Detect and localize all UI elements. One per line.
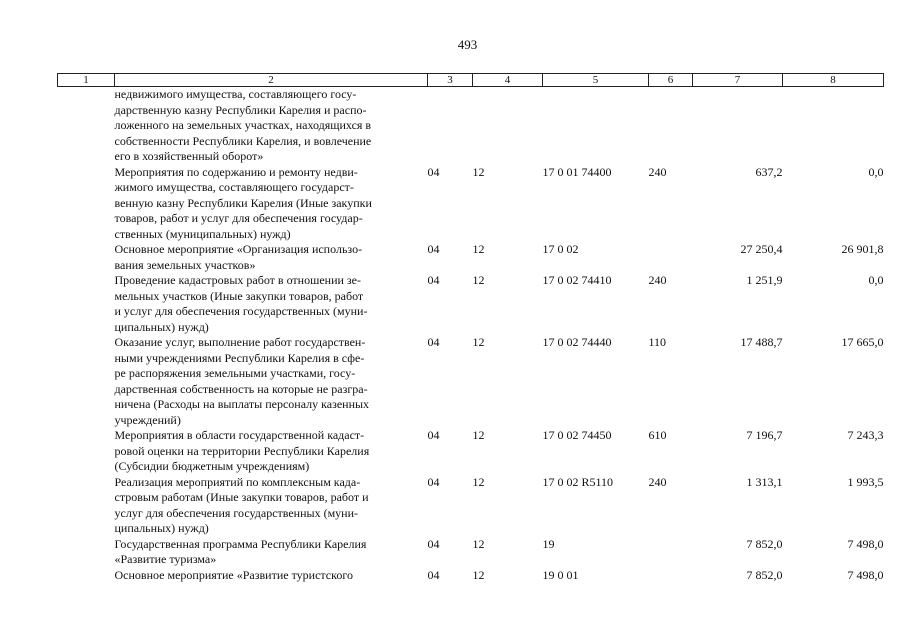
- expense-type-cell: 240: [648, 474, 667, 489]
- item-name-cell: Основное мероприятие «Организация использо- вания земельных участков»: [114, 242, 363, 272]
- subsection-cell: 12: [472, 428, 485, 442]
- amount-year2-cell: [783, 87, 884, 165]
- expense-type-cell: [649, 568, 693, 584]
- table-row: [58, 242, 884, 273]
- row-number-cell: [58, 87, 115, 165]
- budget-table: [57, 73, 884, 583]
- target-article-cell: 17 0 02 74410: [542, 273, 612, 287]
- expense-type-cell: 610: [648, 428, 667, 442]
- section-cell: 04: [427, 536, 440, 551]
- item-name-cell: Мероприятия по содержанию и ремонту недви- жимого имущества, составляющего государст- венную казну Республики Карелия (Иные закупки товаров, работ и услуг для обеспечения государ- ственных (муниципальных) нужд): [114, 164, 372, 241]
- expense-type-cell: [649, 87, 693, 165]
- column-header: 2: [115, 74, 428, 87]
- row-number-cell: [58, 273, 115, 335]
- table-row: [58, 87, 884, 165]
- section-cell: 04: [427, 164, 440, 179]
- section-cell: 04: [427, 428, 440, 442]
- subsection-cell: 12: [472, 474, 485, 489]
- expense-type-cell: [649, 537, 693, 568]
- target-article-cell: 17 0 02 74450: [542, 428, 612, 442]
- expense-type-cell: 240: [648, 164, 667, 179]
- row-number-cell: [58, 335, 115, 428]
- amount-year1-cell: 7 852,0: [746, 536, 783, 551]
- table-row: [58, 428, 884, 475]
- item-name-cell: Государственная программа Республики Карелия «Развитие туризма»: [114, 536, 367, 566]
- expense-type-cell: 110: [648, 335, 667, 349]
- table-row: [58, 273, 884, 335]
- section-cell: 04: [427, 567, 440, 582]
- amount-year1-cell: 27 250,4: [740, 242, 783, 256]
- amount-year2-cell: 1 993,5: [847, 474, 884, 489]
- subsection-cell: 12: [472, 335, 485, 349]
- subsection-cell: 12: [472, 567, 485, 582]
- subsection-cell: 12: [472, 242, 485, 256]
- table-row: [58, 165, 884, 243]
- amount-year1-cell: [693, 87, 783, 165]
- section-cell: 04: [427, 474, 440, 489]
- column-number-header-row: [58, 74, 884, 87]
- table-body: [58, 87, 884, 584]
- section-cell: [428, 87, 473, 165]
- subsection-cell: 12: [472, 164, 485, 179]
- item-name-cell: недвижимого имущества, составляющего госу- дарственную казну Республики Карелия и распо- ложенного на земельных участках, находящихся в собственности Республики Карелия, и вовлечение его в хозяйственный оборот»: [114, 87, 372, 163]
- column-header: 5: [543, 74, 649, 87]
- target-article-cell: 17 0 01 74400: [542, 164, 612, 179]
- item-name-cell: Оказание услуг, выполнение работ государствен- ными учреждениями Республики Карелия в сфе- ре распоряжения земельными участками, госу- дарственная собственность на которые не разгра- ничена (Расходы на выплаты персоналу казенных учреждений): [114, 335, 370, 427]
- expense-type-cell: 240: [648, 273, 667, 287]
- target-article-cell: 19 0 01: [542, 567, 579, 582]
- column-header: 3: [428, 74, 473, 87]
- amount-year2-cell: 7 498,0: [847, 567, 884, 582]
- section-cell: 04: [427, 242, 440, 256]
- column-header: 4: [473, 74, 543, 87]
- column-header: 8: [783, 74, 884, 87]
- subsection-cell: [473, 87, 543, 165]
- amount-year1-cell: 17 488,7: [740, 335, 783, 349]
- target-article-cell: 17 0 02 R5110: [542, 474, 614, 489]
- table-row: [58, 537, 884, 568]
- subsection-cell: 12: [472, 273, 485, 287]
- target-article-cell: 17 0 02 74440: [542, 335, 612, 349]
- row-number-cell: [58, 242, 115, 273]
- amount-year2-cell: 0,0: [868, 164, 884, 179]
- amount-year2-cell: 7 243,3: [847, 428, 884, 442]
- amount-year2-cell: 0,0: [868, 273, 884, 287]
- row-number-cell: [58, 568, 115, 584]
- row-number-cell: [58, 165, 115, 243]
- page-number: 493: [457, 37, 478, 52]
- target-article-cell: [543, 87, 649, 165]
- column-header: 1: [58, 74, 115, 87]
- amount-year1-cell: 1 313,1: [746, 474, 783, 489]
- table-row: [58, 475, 884, 537]
- target-article-cell: 17 0 02: [542, 242, 579, 256]
- row-number-cell: [58, 537, 115, 568]
- row-number-cell: [58, 475, 115, 537]
- amount-year1-cell: 7 852,0: [746, 567, 783, 582]
- column-header: 6: [649, 74, 693, 87]
- expense-type-cell: [649, 242, 693, 273]
- row-number-cell: [58, 428, 115, 475]
- amount-year2-cell: 7 498,0: [847, 536, 884, 551]
- amount-year1-cell: 1 251,9: [746, 273, 783, 287]
- section-cell: 04: [427, 335, 440, 349]
- amount-year1-cell: 637,2: [755, 164, 783, 179]
- column-header: 7: [693, 74, 783, 87]
- table-row: [58, 335, 884, 428]
- item-name-cell: Реализация мероприятий по комплексным када- стровым работам (Иные закупки товаров, работ и услуг для обеспечения государственных (муни- ципальных) нужд): [114, 474, 369, 535]
- subsection-cell: 12: [472, 536, 485, 551]
- item-name-cell: Мероприятия в области государственной кадаст- ровой оценки на территории Республики Карелия (Субсидии бюджетным учреждениям): [114, 428, 370, 473]
- amount-year2-cell: 26 901,8: [841, 242, 884, 256]
- target-article-cell: 19: [542, 536, 555, 551]
- section-cell: 04: [427, 273, 440, 287]
- item-name-cell: Основное мероприятие «Развитие туристского: [114, 567, 353, 582]
- table-row: [58, 568, 884, 584]
- item-name-cell: Проведение кадастровых работ в отношении зе- мельных участков (Иные закупки товаров, работ и услуг для обеспечения государственных (муни- ципальных) нужд): [114, 273, 368, 334]
- amount-year2-cell: 17 665,0: [841, 335, 884, 349]
- amount-year1-cell: 7 196,7: [746, 428, 783, 442]
